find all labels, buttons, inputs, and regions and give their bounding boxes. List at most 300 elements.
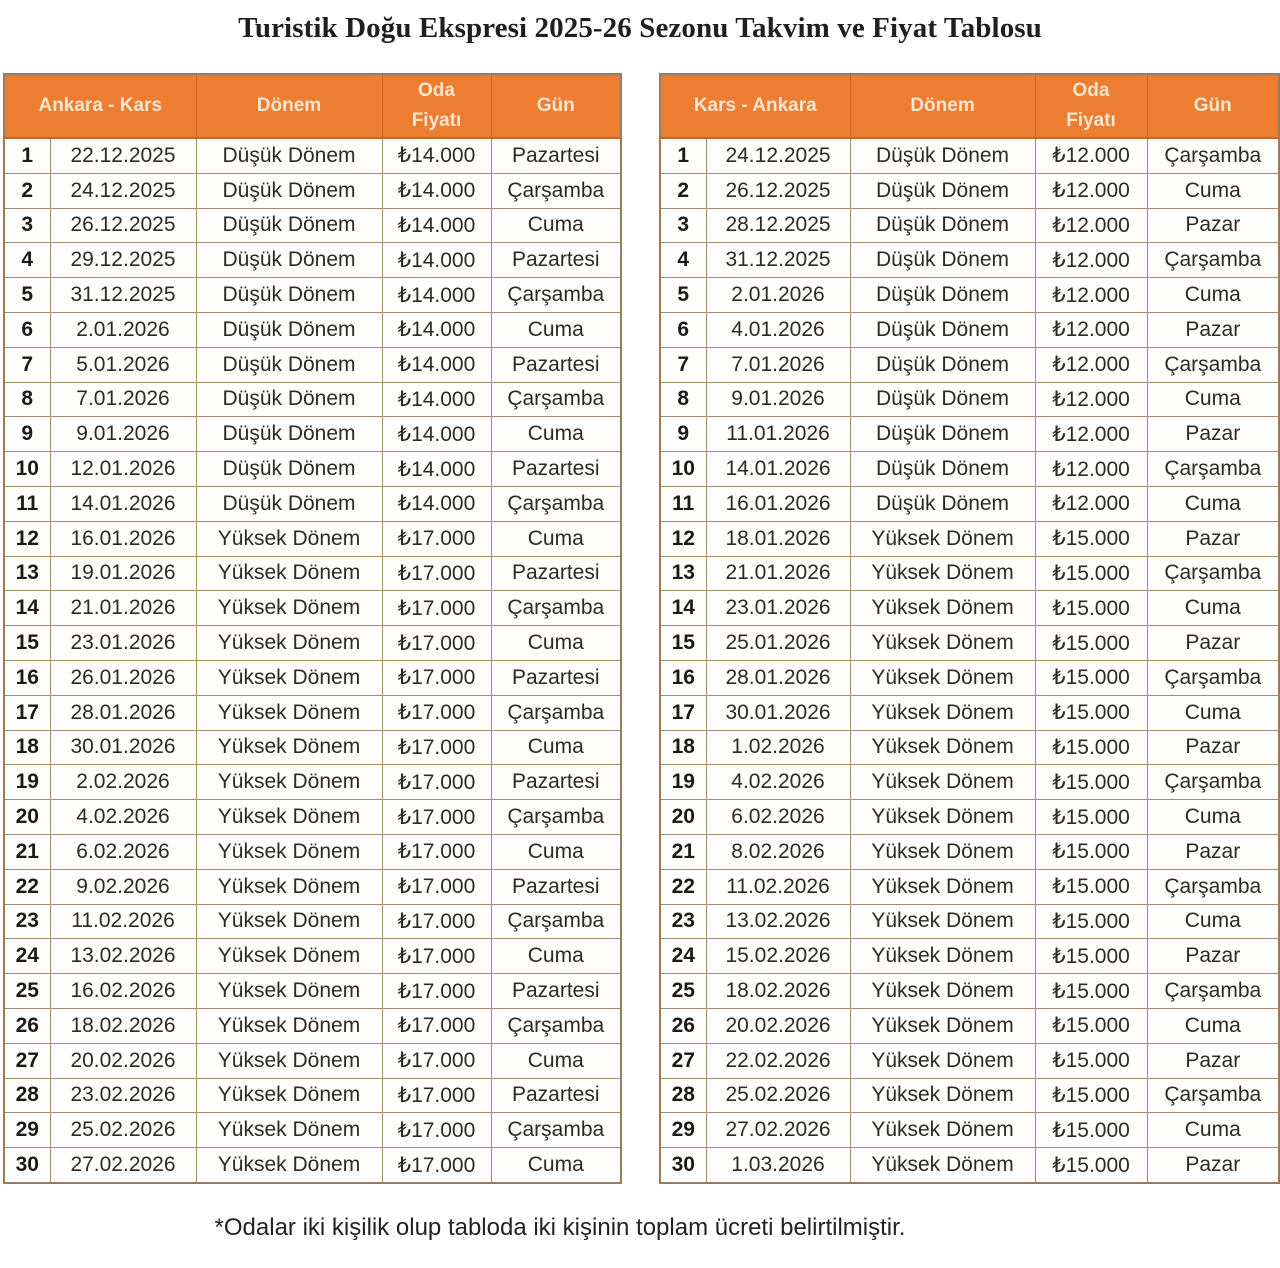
period-cell: Yüksek Dönem bbox=[196, 1078, 382, 1113]
date-cell: 29.12.2025 bbox=[50, 243, 196, 278]
price-header-line1: Oda bbox=[418, 80, 455, 101]
date-cell: 30.01.2026 bbox=[706, 695, 850, 730]
period-cell: Yüksek Dönem bbox=[196, 1148, 382, 1183]
period-cell: Yüksek Dönem bbox=[850, 974, 1035, 1009]
period-cell: Yüksek Dönem bbox=[850, 1078, 1035, 1113]
date-cell: 4.01.2026 bbox=[706, 312, 850, 347]
day-cell: Pazar bbox=[1147, 521, 1279, 556]
row-number: 4 bbox=[660, 243, 706, 278]
date-cell: 14.01.2026 bbox=[706, 452, 850, 487]
period-cell: Düşük Dönem bbox=[196, 417, 382, 452]
day-cell: Çarşamba bbox=[1147, 138, 1279, 173]
row-number: 10 bbox=[4, 452, 50, 487]
day-cell: Cuma bbox=[491, 312, 621, 347]
date-cell: 9.01.2026 bbox=[50, 417, 196, 452]
table-row bbox=[4, 138, 621, 173]
date-cell: 11.02.2026 bbox=[50, 904, 196, 939]
date-cell: 28.01.2026 bbox=[50, 695, 196, 730]
period-cell: Yüksek Dönem bbox=[850, 730, 1035, 765]
period-cell: Yüksek Dönem bbox=[850, 591, 1035, 626]
day-cell: Cuma bbox=[491, 417, 621, 452]
route-header: Kars - Ankara bbox=[660, 74, 850, 138]
row-number: 6 bbox=[4, 312, 50, 347]
price-cell: ₺17.000 bbox=[382, 974, 491, 1009]
table-row bbox=[660, 765, 1279, 800]
period-cell: Yüksek Dönem bbox=[850, 834, 1035, 869]
period-cell: Yüksek Dönem bbox=[850, 695, 1035, 730]
table-row bbox=[4, 173, 621, 208]
row-number: 12 bbox=[4, 521, 50, 556]
table-row bbox=[4, 521, 621, 556]
date-cell: 5.01.2026 bbox=[50, 347, 196, 382]
day-cell: Cuma bbox=[491, 834, 621, 869]
price-cell: ₺15.000 bbox=[1035, 660, 1147, 695]
price-cell: ₺15.000 bbox=[1035, 834, 1147, 869]
table-row bbox=[4, 417, 621, 452]
table-row bbox=[660, 626, 1279, 661]
price-cell: ₺17.000 bbox=[382, 660, 491, 695]
period-cell: Yüksek Dönem bbox=[196, 660, 382, 695]
date-cell: 1.03.2026 bbox=[706, 1148, 850, 1183]
date-cell: 19.01.2026 bbox=[50, 556, 196, 591]
row-number: 16 bbox=[4, 660, 50, 695]
row-number: 19 bbox=[660, 765, 706, 800]
date-cell: 8.02.2026 bbox=[706, 834, 850, 869]
row-number: 7 bbox=[660, 347, 706, 382]
day-cell: Çarşamba bbox=[491, 382, 621, 417]
price-cell: ₺14.000 bbox=[382, 486, 491, 521]
kars-ankara-table bbox=[659, 73, 1280, 1184]
price-cell: ₺12.000 bbox=[1035, 173, 1147, 208]
row-number: 25 bbox=[4, 974, 50, 1009]
table-row bbox=[660, 138, 1279, 173]
day-header: Gün bbox=[1147, 74, 1279, 138]
table-row bbox=[660, 730, 1279, 765]
price-header-line2: Fiyatı bbox=[411, 110, 462, 131]
table-row bbox=[4, 452, 621, 487]
day-cell: Cuma bbox=[1147, 382, 1279, 417]
period-cell: Yüksek Dönem bbox=[850, 1148, 1035, 1183]
row-number: 11 bbox=[660, 486, 706, 521]
period-cell: Yüksek Dönem bbox=[850, 660, 1035, 695]
period-cell: Yüksek Dönem bbox=[850, 939, 1035, 974]
period-cell: Yüksek Dönem bbox=[196, 904, 382, 939]
period-cell: Düşük Dönem bbox=[850, 347, 1035, 382]
date-cell: 11.01.2026 bbox=[706, 417, 850, 452]
date-cell: 20.02.2026 bbox=[706, 1008, 850, 1043]
day-cell: Cuma bbox=[491, 1043, 621, 1078]
price-cell: ₺17.000 bbox=[382, 800, 491, 835]
table-row bbox=[4, 730, 621, 765]
table-body bbox=[4, 138, 621, 1183]
date-cell: 18.02.2026 bbox=[50, 1008, 196, 1043]
row-number: 18 bbox=[660, 730, 706, 765]
table-row bbox=[4, 486, 621, 521]
price-cell: ₺15.000 bbox=[1035, 974, 1147, 1009]
date-cell: 28.12.2025 bbox=[706, 208, 850, 243]
period-cell: Yüksek Dönem bbox=[850, 556, 1035, 591]
price-cell: ₺15.000 bbox=[1035, 869, 1147, 904]
period-cell: Düşük Dönem bbox=[850, 452, 1035, 487]
date-cell: 25.01.2026 bbox=[706, 626, 850, 661]
period-cell: Yüksek Dönem bbox=[196, 591, 382, 626]
price-header bbox=[382, 74, 491, 138]
row-number: 19 bbox=[4, 765, 50, 800]
price-cell: ₺12.000 bbox=[1035, 452, 1147, 487]
price-cell: ₺17.000 bbox=[382, 904, 491, 939]
row-number: 29 bbox=[4, 1113, 50, 1148]
price-cell: ₺15.000 bbox=[1035, 765, 1147, 800]
table-body bbox=[660, 138, 1279, 1183]
day-cell: Pazartesi bbox=[491, 138, 621, 173]
table-row bbox=[660, 417, 1279, 452]
date-cell: 21.01.2026 bbox=[50, 591, 196, 626]
date-cell: 30.01.2026 bbox=[50, 730, 196, 765]
row-number: 1 bbox=[660, 138, 706, 173]
day-cell: Çarşamba bbox=[491, 591, 621, 626]
price-header-line2: Fiyatı bbox=[1066, 110, 1116, 131]
price-cell: ₺17.000 bbox=[382, 1008, 491, 1043]
day-cell: Çarşamba bbox=[491, 695, 621, 730]
table-row bbox=[4, 869, 621, 904]
date-cell: 1.02.2026 bbox=[706, 730, 850, 765]
date-cell: 22.02.2026 bbox=[706, 1043, 850, 1078]
period-cell: Yüksek Dönem bbox=[196, 834, 382, 869]
price-cell: ₺15.000 bbox=[1035, 800, 1147, 835]
table-row bbox=[4, 208, 621, 243]
price-cell: ₺15.000 bbox=[1035, 1078, 1147, 1113]
day-cell: Cuma bbox=[1147, 904, 1279, 939]
day-cell: Pazar bbox=[1147, 208, 1279, 243]
day-cell: Çarşamba bbox=[1147, 869, 1279, 904]
table-row bbox=[4, 556, 621, 591]
date-cell: 15.02.2026 bbox=[706, 939, 850, 974]
row-number: 4 bbox=[4, 243, 50, 278]
day-cell: Çarşamba bbox=[491, 173, 621, 208]
date-cell: 26.01.2026 bbox=[50, 660, 196, 695]
price-cell: ₺14.000 bbox=[382, 452, 491, 487]
row-number: 1 bbox=[4, 138, 50, 173]
table-row bbox=[4, 1043, 621, 1078]
period-cell: Yüksek Dönem bbox=[196, 521, 382, 556]
price-cell: ₺15.000 bbox=[1035, 1113, 1147, 1148]
row-number: 2 bbox=[660, 173, 706, 208]
day-cell: Cuma bbox=[491, 730, 621, 765]
day-cell: Cuma bbox=[1147, 591, 1279, 626]
row-number: 15 bbox=[4, 626, 50, 661]
day-cell: Çarşamba bbox=[491, 800, 621, 835]
table-row bbox=[660, 347, 1279, 382]
price-cell: ₺17.000 bbox=[382, 869, 491, 904]
day-cell: Cuma bbox=[1147, 1008, 1279, 1043]
row-number: 9 bbox=[660, 417, 706, 452]
price-cell: ₺15.000 bbox=[1035, 556, 1147, 591]
price-cell: ₺17.000 bbox=[382, 730, 491, 765]
table-row bbox=[4, 974, 621, 1009]
table-row bbox=[660, 1148, 1279, 1183]
period-header: Dönem bbox=[850, 74, 1035, 138]
table-row bbox=[660, 1078, 1279, 1113]
day-cell: Cuma bbox=[1147, 278, 1279, 313]
date-cell: 31.12.2025 bbox=[706, 243, 850, 278]
period-cell: Yüksek Dönem bbox=[196, 730, 382, 765]
period-cell: Yüksek Dönem bbox=[850, 904, 1035, 939]
date-cell: 4.02.2026 bbox=[50, 800, 196, 835]
period-cell: Düşük Dönem bbox=[196, 208, 382, 243]
price-cell: ₺15.000 bbox=[1035, 591, 1147, 626]
date-cell: 14.01.2026 bbox=[50, 486, 196, 521]
day-cell: Cuma bbox=[491, 1148, 621, 1183]
table-row bbox=[4, 904, 621, 939]
row-number: 20 bbox=[4, 800, 50, 835]
table-row bbox=[660, 974, 1279, 1009]
period-cell: Yüksek Dönem bbox=[196, 939, 382, 974]
row-number: 17 bbox=[4, 695, 50, 730]
date-cell: 2.01.2026 bbox=[706, 278, 850, 313]
period-cell: Yüksek Dönem bbox=[850, 1008, 1035, 1043]
price-cell: ₺14.000 bbox=[382, 208, 491, 243]
table-row bbox=[4, 834, 621, 869]
row-number: 9 bbox=[4, 417, 50, 452]
row-number: 23 bbox=[660, 904, 706, 939]
row-number: 5 bbox=[4, 278, 50, 313]
period-cell: Düşük Dönem bbox=[850, 417, 1035, 452]
period-cell: Yüksek Dönem bbox=[850, 765, 1035, 800]
table-row bbox=[660, 521, 1279, 556]
date-cell: 24.12.2025 bbox=[50, 173, 196, 208]
row-number: 11 bbox=[4, 486, 50, 521]
period-cell: Düşük Dönem bbox=[196, 173, 382, 208]
price-cell: ₺17.000 bbox=[382, 556, 491, 591]
date-cell: 2.02.2026 bbox=[50, 765, 196, 800]
date-cell: 26.12.2025 bbox=[706, 173, 850, 208]
day-cell: Çarşamba bbox=[1147, 974, 1279, 1009]
table-row bbox=[660, 660, 1279, 695]
table-row bbox=[4, 800, 621, 835]
date-cell: 16.01.2026 bbox=[706, 486, 850, 521]
table-row bbox=[660, 486, 1279, 521]
table-row bbox=[660, 834, 1279, 869]
row-number: 8 bbox=[4, 382, 50, 417]
row-number: 27 bbox=[4, 1043, 50, 1078]
day-cell: Pazartesi bbox=[491, 1078, 621, 1113]
day-cell: Çarşamba bbox=[491, 278, 621, 313]
date-cell: 7.01.2026 bbox=[50, 382, 196, 417]
table-row bbox=[4, 1113, 621, 1148]
table-row bbox=[4, 660, 621, 695]
period-cell: Yüksek Dönem bbox=[196, 695, 382, 730]
period-cell: Yüksek Dönem bbox=[196, 974, 382, 1009]
period-cell: Yüksek Dönem bbox=[196, 626, 382, 661]
period-cell: Düşük Dönem bbox=[850, 138, 1035, 173]
table-row bbox=[660, 904, 1279, 939]
period-cell: Yüksek Dönem bbox=[850, 626, 1035, 661]
period-cell: Yüksek Dönem bbox=[196, 869, 382, 904]
date-cell: 31.12.2025 bbox=[50, 278, 196, 313]
date-cell: 25.02.2026 bbox=[706, 1078, 850, 1113]
price-cell: ₺17.000 bbox=[382, 1148, 491, 1183]
row-number: 28 bbox=[4, 1078, 50, 1113]
row-number: 21 bbox=[660, 834, 706, 869]
date-cell: 18.02.2026 bbox=[706, 974, 850, 1009]
row-number: 7 bbox=[4, 347, 50, 382]
table-row bbox=[660, 452, 1279, 487]
day-cell: Çarşamba bbox=[491, 1113, 621, 1148]
price-cell: ₺12.000 bbox=[1035, 278, 1147, 313]
date-cell: 25.02.2026 bbox=[50, 1113, 196, 1148]
period-cell: Düşük Dönem bbox=[850, 486, 1035, 521]
footnote: *Odalar iki kişilik olup tabloda iki kişinin toplam ücreti belirtilmiştir. bbox=[214, 1214, 906, 1241]
price-cell: ₺14.000 bbox=[382, 382, 491, 417]
period-cell: Düşük Dönem bbox=[196, 278, 382, 313]
date-cell: 23.02.2026 bbox=[50, 1078, 196, 1113]
day-cell: Pazartesi bbox=[491, 869, 621, 904]
table-row bbox=[660, 800, 1279, 835]
day-cell: Pazartesi bbox=[491, 347, 621, 382]
table-row bbox=[660, 208, 1279, 243]
date-cell: 7.01.2026 bbox=[706, 347, 850, 382]
price-cell: ₺17.000 bbox=[382, 765, 491, 800]
table-row bbox=[4, 1148, 621, 1183]
price-cell: ₺15.000 bbox=[1035, 695, 1147, 730]
day-cell: Pazartesi bbox=[491, 765, 621, 800]
price-cell: ₺12.000 bbox=[1035, 417, 1147, 452]
date-cell: 27.02.2026 bbox=[50, 1148, 196, 1183]
price-cell: ₺12.000 bbox=[1035, 486, 1147, 521]
price-cell: ₺15.000 bbox=[1035, 904, 1147, 939]
day-cell: Çarşamba bbox=[1147, 243, 1279, 278]
day-cell: Cuma bbox=[1147, 173, 1279, 208]
day-cell: Pazartesi bbox=[491, 556, 621, 591]
date-cell: 23.01.2026 bbox=[50, 626, 196, 661]
day-cell: Çarşamba bbox=[491, 904, 621, 939]
period-cell: Yüksek Dönem bbox=[196, 800, 382, 835]
period-cell: Düşük Dönem bbox=[850, 208, 1035, 243]
price-cell: ₺15.000 bbox=[1035, 1043, 1147, 1078]
row-number: 15 bbox=[660, 626, 706, 661]
row-number: 21 bbox=[4, 834, 50, 869]
date-cell: 9.01.2026 bbox=[706, 382, 850, 417]
price-cell: ₺12.000 bbox=[1035, 382, 1147, 417]
price-cell: ₺15.000 bbox=[1035, 730, 1147, 765]
day-cell: Cuma bbox=[491, 939, 621, 974]
day-cell: Cuma bbox=[491, 626, 621, 661]
date-cell: 6.02.2026 bbox=[50, 834, 196, 869]
price-cell: ₺15.000 bbox=[1035, 521, 1147, 556]
day-cell: Pazar bbox=[1147, 312, 1279, 347]
table-row bbox=[660, 382, 1279, 417]
day-cell: Pazartesi bbox=[491, 974, 621, 1009]
day-cell: Çarşamba bbox=[1147, 452, 1279, 487]
table-row bbox=[4, 591, 621, 626]
date-cell: 23.01.2026 bbox=[706, 591, 850, 626]
price-cell: ₺14.000 bbox=[382, 243, 491, 278]
row-number: 20 bbox=[660, 800, 706, 835]
table-row bbox=[660, 591, 1279, 626]
row-number: 5 bbox=[660, 278, 706, 313]
table-row bbox=[660, 695, 1279, 730]
row-number: 18 bbox=[4, 730, 50, 765]
day-cell: Cuma bbox=[1147, 695, 1279, 730]
price-cell: ₺17.000 bbox=[382, 834, 491, 869]
day-cell: Pazar bbox=[1147, 626, 1279, 661]
period-cell: Düşük Dönem bbox=[850, 278, 1035, 313]
date-cell: 18.01.2026 bbox=[706, 521, 850, 556]
table-row bbox=[660, 278, 1279, 313]
row-number: 10 bbox=[660, 452, 706, 487]
date-cell: 26.12.2025 bbox=[50, 208, 196, 243]
price-cell: ₺12.000 bbox=[1035, 138, 1147, 173]
date-cell: 11.02.2026 bbox=[706, 869, 850, 904]
price-cell: ₺14.000 bbox=[382, 347, 491, 382]
price-cell: ₺17.000 bbox=[382, 626, 491, 661]
date-cell: 16.01.2026 bbox=[50, 521, 196, 556]
price-cell: ₺17.000 bbox=[382, 591, 491, 626]
table-row bbox=[4, 243, 621, 278]
row-number: 28 bbox=[660, 1078, 706, 1113]
day-cell: Çarşamba bbox=[1147, 765, 1279, 800]
table-row bbox=[660, 1043, 1279, 1078]
period-cell: Düşük Dönem bbox=[196, 138, 382, 173]
table-row bbox=[4, 347, 621, 382]
price-cell: ₺14.000 bbox=[382, 417, 491, 452]
day-cell: Pazartesi bbox=[491, 452, 621, 487]
period-cell: Düşük Dönem bbox=[850, 382, 1035, 417]
table-header-row bbox=[660, 74, 1279, 138]
period-cell: Yüksek Dönem bbox=[196, 1008, 382, 1043]
price-header bbox=[1035, 74, 1147, 138]
date-cell: 13.02.2026 bbox=[50, 939, 196, 974]
row-number: 26 bbox=[4, 1008, 50, 1043]
day-cell: Pazar bbox=[1147, 834, 1279, 869]
table-row bbox=[4, 939, 621, 974]
table-row bbox=[660, 556, 1279, 591]
day-cell: Çarşamba bbox=[1147, 347, 1279, 382]
price-cell: ₺12.000 bbox=[1035, 208, 1147, 243]
row-number: 8 bbox=[660, 382, 706, 417]
table-row bbox=[4, 626, 621, 661]
price-cell: ₺12.000 bbox=[1035, 243, 1147, 278]
day-cell: Pazar bbox=[1147, 939, 1279, 974]
period-cell: Yüksek Dönem bbox=[850, 800, 1035, 835]
row-number: 22 bbox=[660, 869, 706, 904]
date-cell: 16.02.2026 bbox=[50, 974, 196, 1009]
price-cell: ₺14.000 bbox=[382, 312, 491, 347]
date-cell: 6.02.2026 bbox=[706, 800, 850, 835]
price-cell: ₺17.000 bbox=[382, 695, 491, 730]
period-cell: Yüksek Dönem bbox=[850, 1043, 1035, 1078]
day-cell: Cuma bbox=[1147, 1113, 1279, 1148]
period-cell: Düşük Dönem bbox=[196, 486, 382, 521]
table-row bbox=[4, 765, 621, 800]
price-header-line1: Oda bbox=[1072, 80, 1110, 101]
table-row bbox=[660, 939, 1279, 974]
row-number: 26 bbox=[660, 1008, 706, 1043]
day-cell: Çarşamba bbox=[1147, 660, 1279, 695]
day-cell: Cuma bbox=[491, 521, 621, 556]
date-cell: 21.01.2026 bbox=[706, 556, 850, 591]
price-cell: ₺15.000 bbox=[1035, 1148, 1147, 1183]
page-title: Turistik Doğu Ekspresi 2025-26 Sezonu Takvim ve Fiyat Tablosu bbox=[238, 12, 1042, 44]
table-row bbox=[4, 1008, 621, 1043]
row-number: 29 bbox=[660, 1113, 706, 1148]
period-header: Dönem bbox=[196, 74, 382, 138]
day-cell: Pazar bbox=[1147, 1148, 1279, 1183]
row-number: 14 bbox=[660, 591, 706, 626]
date-cell: 4.02.2026 bbox=[706, 765, 850, 800]
table-row bbox=[4, 382, 621, 417]
row-number: 13 bbox=[660, 556, 706, 591]
